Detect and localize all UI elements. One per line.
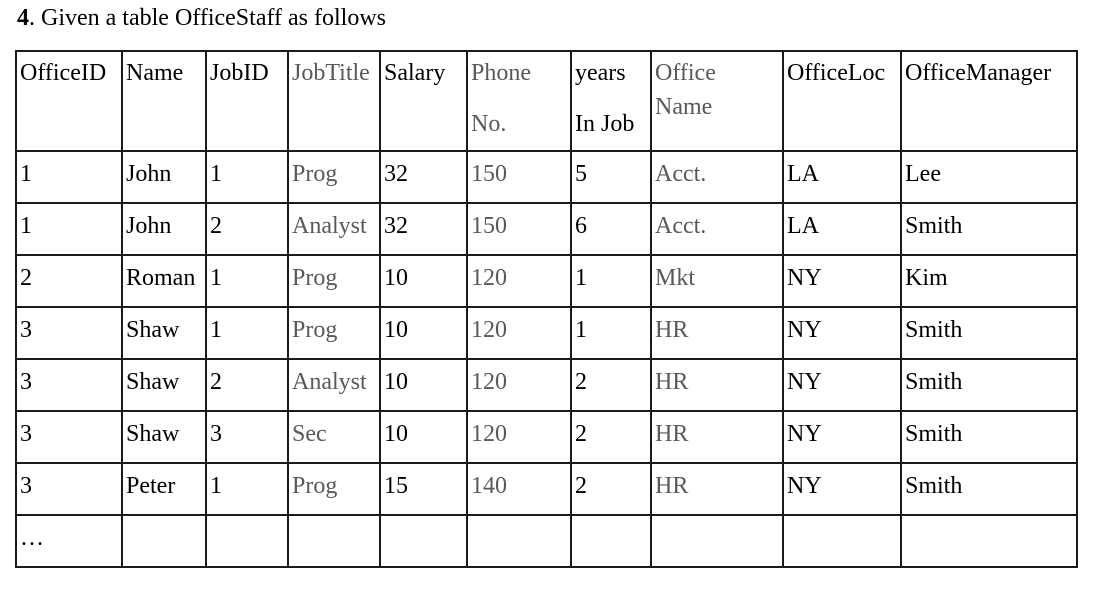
cell-salary: 10	[380, 411, 467, 463]
cell-office-loc: NY	[783, 359, 901, 411]
cell-office-manager: Smith	[901, 307, 1077, 359]
cell-job-id: 1	[206, 463, 288, 515]
table-row	[16, 307, 1077, 359]
office-staff-table	[15, 50, 1078, 568]
cell-years-in-job: 5	[571, 151, 651, 203]
header-salary: Salary	[380, 51, 467, 151]
cell-phone-no: 120	[467, 255, 571, 307]
cell-salary: 10	[380, 359, 467, 411]
table-row	[16, 203, 1077, 255]
cell-office-loc	[783, 515, 901, 567]
cell-job-id: 1	[206, 307, 288, 359]
cell-office-manager: Lee	[901, 151, 1077, 203]
cell-office-loc: LA	[783, 203, 901, 255]
question-number: 4	[17, 5, 29, 31]
cell-phone-no: 120	[467, 307, 571, 359]
cell-years-in-job: 2	[571, 411, 651, 463]
cell-name: Shaw	[122, 411, 206, 463]
cell-salary: 10	[380, 307, 467, 359]
cell-office-name: Mkt	[651, 255, 783, 307]
cell-phone-no: 150	[467, 151, 571, 203]
cell-job-id: 1	[206, 255, 288, 307]
cell-office-id: 2	[16, 255, 122, 307]
cell-job-title: Analyst	[288, 203, 380, 255]
cell-salary	[380, 515, 467, 567]
cell-name	[122, 515, 206, 567]
cell-phone-no: 150	[467, 203, 571, 255]
cell-office-loc: LA	[783, 151, 901, 203]
cell-office-manager: Kim	[901, 255, 1077, 307]
cell-years-in-job: 6	[571, 203, 651, 255]
header-years-in-job: years In Job	[571, 51, 651, 151]
cell-office-loc: NY	[783, 307, 901, 359]
cell-job-title: Prog	[288, 255, 380, 307]
cell-years-in-job	[571, 515, 651, 567]
cell-job-id: 1	[206, 151, 288, 203]
cell-salary: 10	[380, 255, 467, 307]
question-heading	[17, 4, 386, 32]
table-row	[16, 515, 1077, 567]
cell-years-in-job: 1	[571, 255, 651, 307]
header-office-manager: OfficeManager	[901, 51, 1077, 151]
header-row	[16, 51, 1077, 151]
cell-office-loc: NY	[783, 463, 901, 515]
cell-office-id: 1	[16, 203, 122, 255]
table-row	[16, 359, 1077, 411]
cell-job-title: Prog	[288, 307, 380, 359]
cell-office-manager: Smith	[901, 359, 1077, 411]
cell-phone-no: 140	[467, 463, 571, 515]
cell-job-id	[206, 515, 288, 567]
table-row	[16, 463, 1077, 515]
cell-salary: 15	[380, 463, 467, 515]
cell-office-name: HR	[651, 411, 783, 463]
cell-phone-no: 120	[467, 359, 571, 411]
table-row	[16, 411, 1077, 463]
cell-office-id: 1	[16, 151, 122, 203]
cell-office-loc: NY	[783, 255, 901, 307]
cell-office-name: Acct.	[651, 203, 783, 255]
cell-job-title: Prog	[288, 151, 380, 203]
cell-years-in-job: 2	[571, 463, 651, 515]
cell-job-title: Sec	[288, 411, 380, 463]
cell-name: John	[122, 203, 206, 255]
cell-office-id: …	[16, 515, 122, 567]
cell-years-in-job: 1	[571, 307, 651, 359]
table-header	[16, 51, 1077, 151]
cell-office-id: 3	[16, 411, 122, 463]
cell-job-title: Prog	[288, 463, 380, 515]
table-row	[16, 151, 1077, 203]
cell-office-id: 3	[16, 359, 122, 411]
cell-office-name	[651, 515, 783, 567]
cell-phone-no: 120	[467, 411, 571, 463]
cell-office-manager	[901, 515, 1077, 567]
cell-job-title	[288, 515, 380, 567]
cell-office-loc: NY	[783, 411, 901, 463]
cell-job-id: 2	[206, 359, 288, 411]
cell-job-id: 2	[206, 203, 288, 255]
cell-office-name: HR	[651, 307, 783, 359]
cell-office-name: HR	[651, 359, 783, 411]
cell-office-id: 3	[16, 463, 122, 515]
cell-office-name: Acct.	[651, 151, 783, 203]
cell-office-manager: Smith	[901, 411, 1077, 463]
cell-name: Roman	[122, 255, 206, 307]
cell-office-manager: Smith	[901, 203, 1077, 255]
table-row	[16, 255, 1077, 307]
cell-name: Shaw	[122, 359, 206, 411]
cell-name: John	[122, 151, 206, 203]
header-office-id: OfficeID	[16, 51, 122, 151]
header-office-loc: OfficeLoc	[783, 51, 901, 151]
cell-salary: 32	[380, 203, 467, 255]
cell-name: Shaw	[122, 307, 206, 359]
cell-job-title: Analyst	[288, 359, 380, 411]
cell-phone-no	[467, 515, 571, 567]
question-text: . Given a table OfficeStaff as follows	[29, 5, 387, 31]
cell-name: Peter	[122, 463, 206, 515]
table-body	[16, 151, 1077, 567]
cell-years-in-job: 2	[571, 359, 651, 411]
header-job-id: JobID	[206, 51, 288, 151]
header-job-title: JobTitle	[288, 51, 380, 151]
cell-office-name: HR	[651, 463, 783, 515]
cell-job-id: 3	[206, 411, 288, 463]
header-name: Name	[122, 51, 206, 151]
header-office-name: Office Name	[651, 51, 783, 151]
cell-office-id: 3	[16, 307, 122, 359]
cell-salary: 32	[380, 151, 467, 203]
header-phone-no: Phone No.	[467, 51, 571, 151]
cell-office-manager: Smith	[901, 463, 1077, 515]
